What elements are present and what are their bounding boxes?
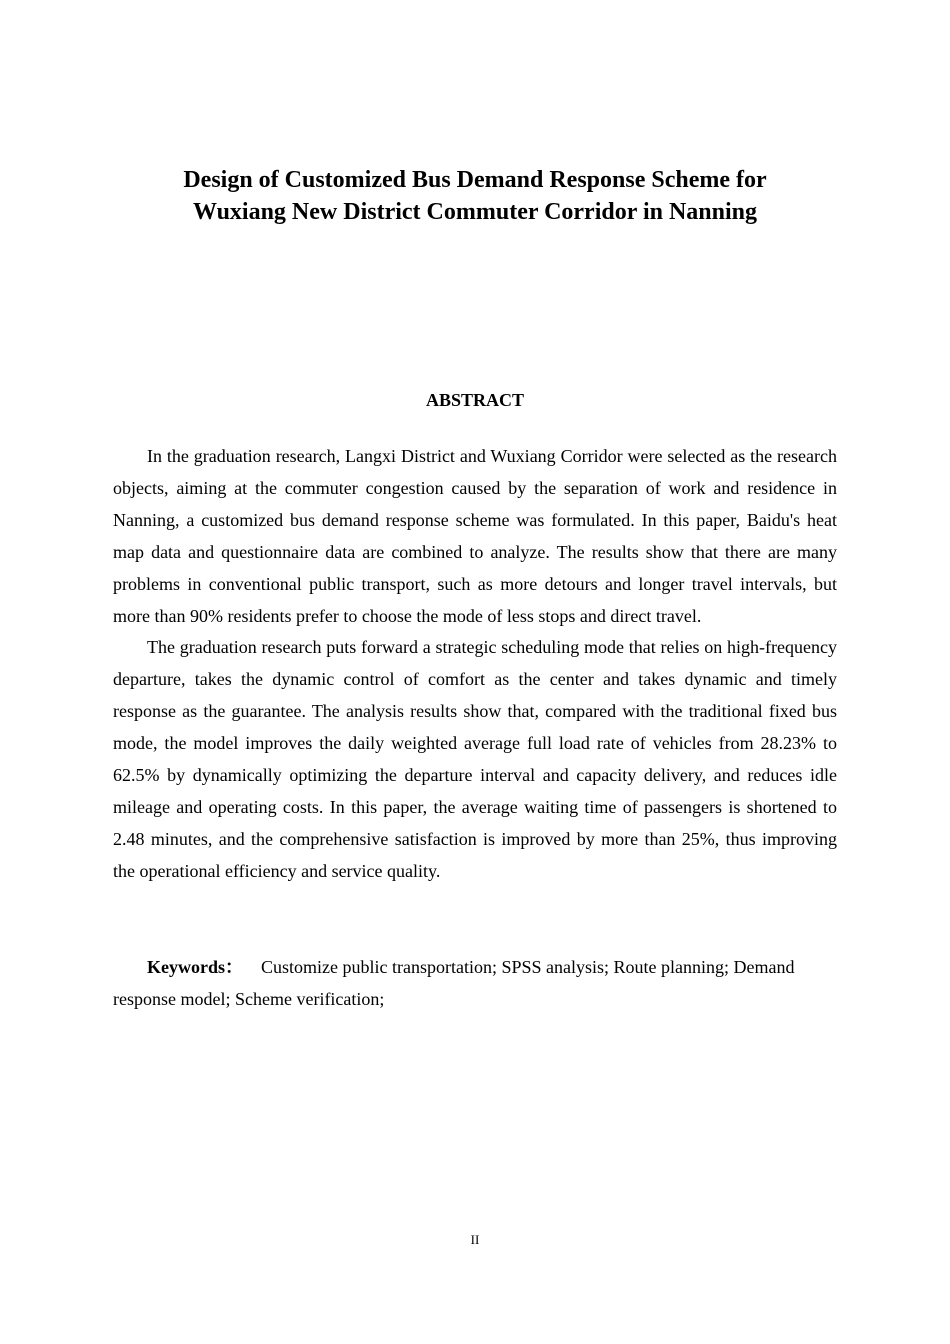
keywords-section	[113, 952, 837, 1015]
abstract-body	[113, 441, 837, 888]
abstract-heading: ABSTRACT	[425, 390, 525, 410]
abstract-paragraph-1: In the graduation research, Langxi District and Wuxiang Corridor were selected as the research objects, aiming at the commuter congestion caused by the separation of work and residence in Nanning, a customized bus demand response scheme was formulated. In this paper, Baidu's heat map data and questionnaire data are combined to analyze. The results show that there are many problems in conventional public transport, such as more detours and longer travel intervals, but more than 90% residents prefer to choose the mode of less stops and direct travel.	[113, 446, 837, 626]
paper-title-line-2: Wuxiang New District Commuter Corridor in Nanning	[193, 199, 757, 225]
paper-title	[113, 164, 837, 228]
abstract-paragraph-2: The graduation research puts forward a strategic scheduling mode that relies on high-frequency departure, takes the dynamic control of comfort as the center and takes dynamic and timely response as the guarantee. The analysis results show that, compared with the traditional fixed bus mode, the model improves the daily weighted average full load rate of vehicles from 28.23% to 62.5% by dynamically optimizing the departure interval and capacity delivery, and reduces idle mileage and operating costs. In this paper, the average waiting time of passengers is shortened to 2.48 minutes, and the comprehensive satisfaction is improved by more than 25%, thus improving the operational efficiency and service quality.	[113, 637, 837, 881]
keywords-text: Customize public transportation; SPSS analysis; Route planning; Demand response model; Scheme verification;	[113, 957, 795, 1009]
page-number: II	[470, 1232, 480, 1247]
keywords-label: Keywords：	[147, 957, 243, 977]
paper-title-line-1: Design of Customized Bus Demand Response Scheme for	[183, 167, 767, 193]
